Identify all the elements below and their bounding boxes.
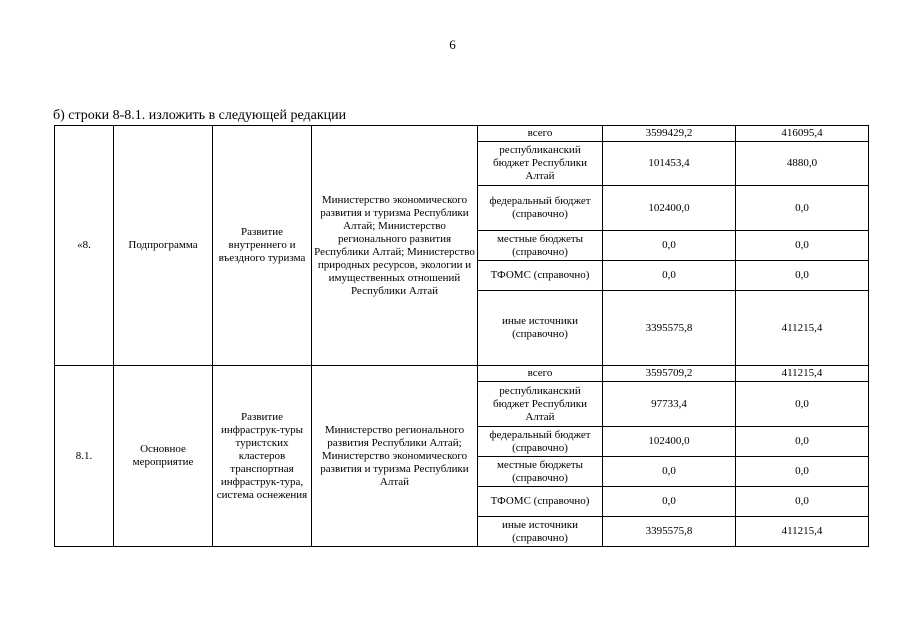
value-cell: 0,0 (736, 457, 869, 487)
value-cell: 0,0 (736, 261, 869, 291)
value-cell: 102400,0 (603, 186, 736, 231)
source-label-cell: ТФОМС (справочно) (478, 487, 603, 517)
value-cell: 0,0 (603, 261, 736, 291)
value-cell: 0,0 (603, 457, 736, 487)
row-number-cell: «8. (55, 126, 114, 366)
source-label-cell: иные источники (справочно) (478, 291, 603, 366)
source-label-cell: иные источники (справочно) (478, 517, 603, 547)
row-type-cell: Подпрограмма (114, 126, 213, 366)
value-cell: 0,0 (736, 382, 869, 427)
value-cell: 411215,4 (736, 366, 869, 382)
value-cell: 0,0 (736, 186, 869, 231)
budget-table (54, 125, 869, 547)
value-cell: 0,0 (603, 487, 736, 517)
source-label-cell: республиканский бюджет Республики Алтай (478, 142, 603, 186)
value-cell: 3595709,2 (603, 366, 736, 382)
value-cell: 97733,4 (603, 382, 736, 427)
value-cell: 3395575,8 (603, 517, 736, 547)
row-name-cell: Развитие внутреннего и въездного туризма (213, 126, 312, 366)
source-label-cell: республиканский бюджет Республики Алтай (478, 382, 603, 427)
value-cell: 3395575,8 (603, 291, 736, 366)
table-row (55, 126, 869, 142)
source-label-cell: всего (478, 366, 603, 382)
page-number: 6 (449, 37, 456, 52)
value-cell: 411215,4 (736, 517, 869, 547)
intro-text: б) строки 8-8.1. изложить в следующей редакции (53, 108, 347, 123)
source-label-cell: всего (478, 126, 603, 142)
value-cell: 416095,4 (736, 126, 869, 142)
source-label-cell: федеральный бюджет (справочно) (478, 427, 603, 457)
row-executors-cell: Министерство регионального развития Республики Алтай; Министерство экономического развития и туризма Республики Алтай (312, 366, 478, 547)
source-label-cell: местные бюджеты (справочно) (478, 231, 603, 261)
value-cell: 0,0 (736, 231, 869, 261)
source-label-cell: федеральный бюджет (справочно) (478, 186, 603, 231)
value-cell: 411215,4 (736, 291, 869, 366)
row-executors-cell: Министерство экономического развития и туризма Республики Алтай; Министерство регионального развития Республики Алтай; Министерство природных ресурсов, экологии и имущественных отношений Республики Алтай (312, 126, 478, 366)
source-label-cell: местные бюджеты (справочно) (478, 457, 603, 487)
value-cell: 101453,4 (603, 142, 736, 186)
value-cell: 0,0 (736, 427, 869, 457)
row-type-cell: Основное мероприятие (114, 366, 213, 547)
value-cell: 0,0 (603, 231, 736, 261)
value-cell: 0,0 (736, 487, 869, 517)
row-number-cell: 8.1. (55, 366, 114, 547)
value-cell: 4880,0 (736, 142, 869, 186)
value-cell: 3599429,2 (603, 126, 736, 142)
source-label-cell: ТФОМС (справочно) (478, 261, 603, 291)
table-row (55, 366, 869, 382)
value-cell: 102400,0 (603, 427, 736, 457)
row-name-cell: Развитие инфраструк-туры туристских кластеров транспортная инфраструк-тура, система оснежения (213, 366, 312, 547)
